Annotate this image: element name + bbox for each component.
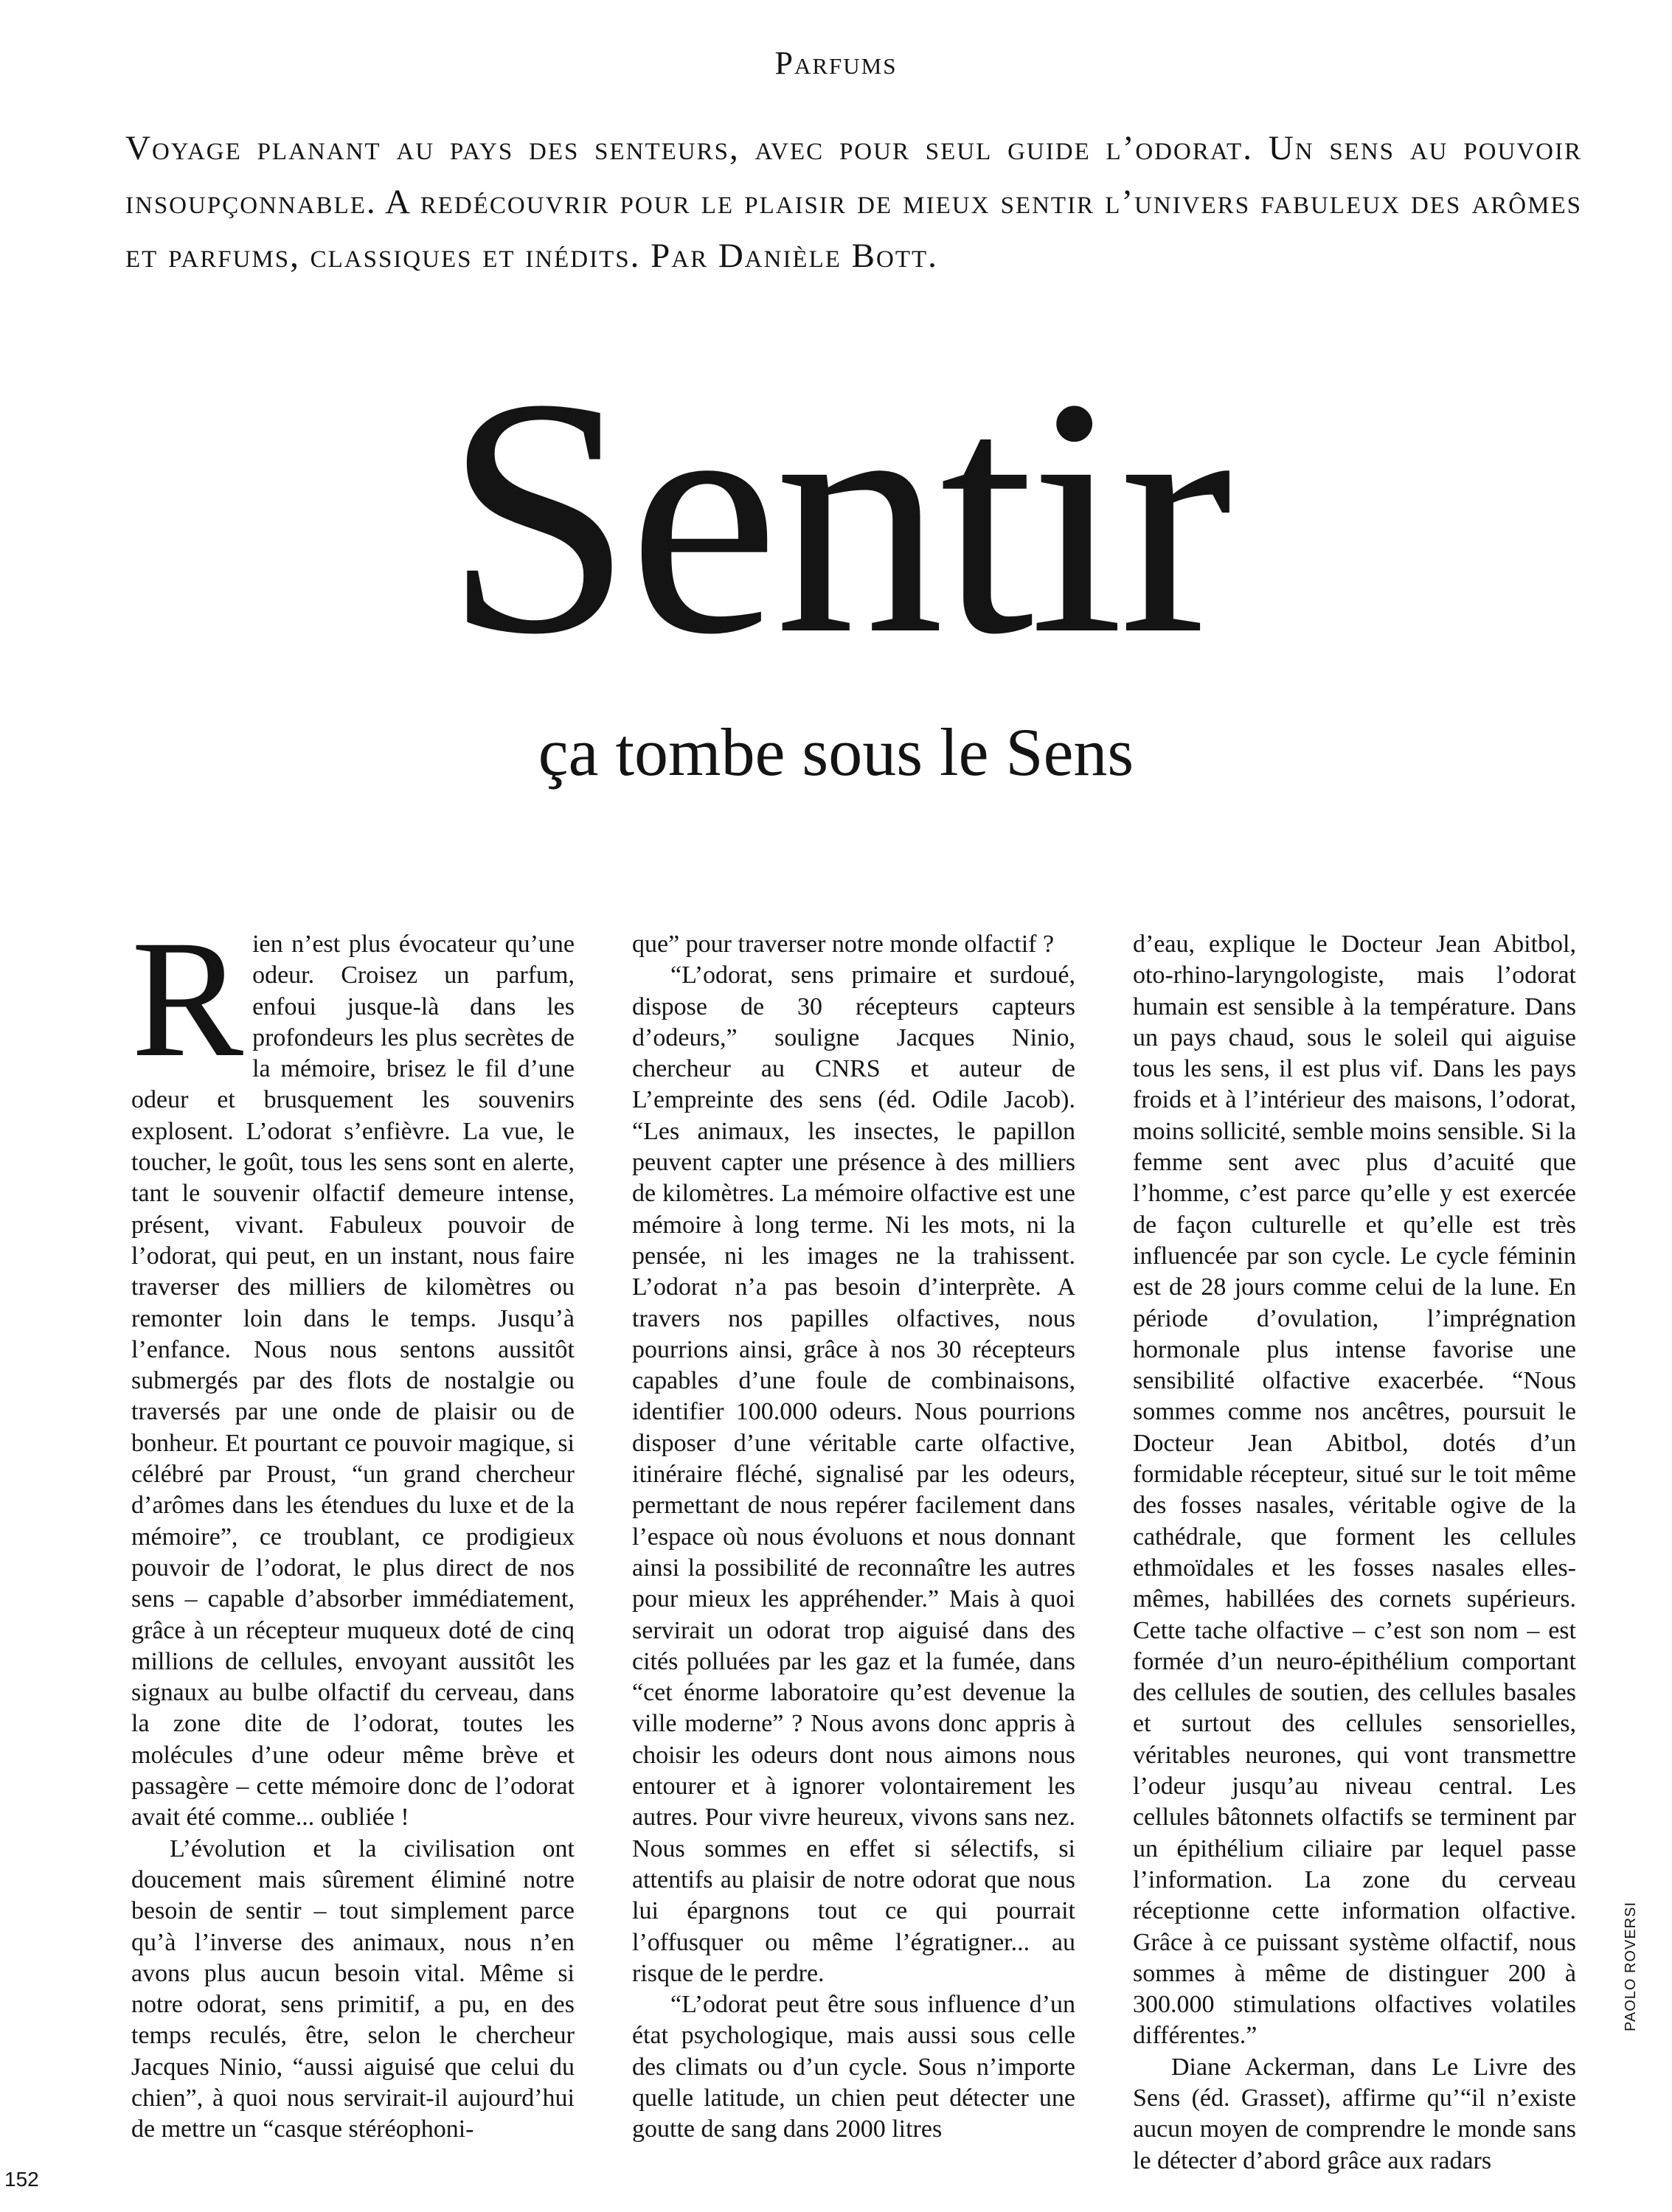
paragraph: “L’odorat peut être sous influence d’un état psychologique, mais aussi sous celle des climats ou d’un cycle. Sous n’importe quelle latitude, un chien peut détecter une goutte de sang dans 2000 litres	[632, 1991, 1075, 2143]
subheadline: ça tombe sous le Sens	[538, 714, 1134, 790]
drop-cap: R	[131, 906, 244, 1092]
standfirst: Voyage planant au pays des senteurs, avec pour seul guide l’odorat. Un sens au pouvoir insoupçonnable. A redécouvrir pour le plaisir de mieux sentir l’univers fabuleux des arômes et parfums, classiques et inédits. Par Danièle Bott.	[125, 129, 1582, 275]
paragraph: que” pour traverser notre monde olfactif ?	[632, 931, 1055, 958]
paragraph: Diane Ackerman, dans Le Livre des Sens (éd. Grasset), affirme qu’“il n’existe aucun moyen de comprendre le monde sans le détecter d’abord grâce aux radars	[1133, 2053, 1576, 2174]
headline: Sentir	[444, 328, 1228, 704]
column-2	[632, 929, 1075, 2143]
column-1	[131, 906, 575, 2143]
section-rubric: Parfums	[774, 45, 898, 81]
paragraph: L’évolution et la civilisation ont doucement mais sûrement éliminé notre besoin de sentir – tout simplement parce qu’à l’inverse des animaux, nous n’en avons plus aucun besoin vital. Même si notre odorat, sens primitif, a pu, en des temps reculés, être, selon le chercheur Jacques Ninio, “aussi aiguisé que celui du chien”, à quoi nous servirait-il aujourd’hui de mettre un “casque stéréophoni-	[131, 1834, 575, 2143]
paragraph	[131, 906, 575, 1834]
article-body	[131, 906, 1577, 2174]
column-3	[1133, 929, 1576, 2174]
page-number: 152	[4, 2168, 39, 2191]
paragraph-text: ien n’est plus évocateur qu’une odeur. Croisez un parfum, enfoui jusque-là dans les profondeurs les plus secrètes de la mémoire, brisez le fil d’une odeur et brusquement les souvenirs explosent. L’odorat s’enfièvre. La vue, le toucher, le goût, tous les sens sont en alerte, tant le souvenir olfactif demeure intense, présent, vivant. Fabuleux pouvoir de l’odorat, qui peut, en un instant, nous faire traverser des milliers de kilomètres ou remonter loin dans le temps. Jusqu’à l’enfance. Nous nous sentons aussitôt submergés par des flots de nostalgie ou traversés par une onde de plaisir ou de bonheur. Et pourtant ce pouvoir magique, si célébré par Proust, “un grand chercheur d’arômes dans les étendues du luxe et de la mémoire”, ce troublant, ce prodigieux pouvoir de l’odorat, le plus direct de nos sens – capable d’absorber immédiatement, grâce à un récepteur muqueux doté de cinq millions de cellules, envoyant aussitôt les signaux au bulbe olfactif du cerveau, dans la zone dite de l’odorat, toutes les molécules d’une odeur même brève et passagère – cette mémoire donc de l’odorat avait été comme... oubliée !	[131, 931, 575, 1832]
paragraph: “L’odorat, sens primaire et surdoué, dispose de 30 récepteurs capteurs d’odeurs,” souligne Jacques Ninio, chercheur au CNRS et auteur de L’empreinte des sens (éd. Odile Jacob). “Les animaux, les insectes, le papillon peuvent capter une présence à des milliers de kilomètres. La mémoire olfactive est une mémoire à long terme. Ni les mots, ni la pensée, ni les images ne la trahissent. L’odorat n’a pas besoin d’interprète. A travers nos papilles olfactives, nous pourrions ainsi, grâce à nos 30 récepteurs capables d’une foule de combinaisons, identifier 100.000 odeurs. Nous pourrions disposer d’une véritable carte olfactive, itinéraire fléché, signalisé par les odeurs, permettant de nous repérer facilement dans l’espace où nous évoluons et nous donnant ainsi la possibilité de reconnaître les autres pour mieux les appréhender.” Mais à quoi servirait un odorat trop aiguisé dans des cités polluées par les gaz et la fumée, dans “cet énorme laboratoire qu’est devenue la ville moderne” ? Nous avons donc appris à choisir les odeurs dont nous aimons nous entourer et à ignorer volontairement les autres. Pour vivre heureux, vivons sans nez. Nous sommes en effet si sélectifs, si attentifs au plaisir de notre odorat que nous lui épargnons tout ce qui pourrait l’offusquer ou même l’égratigner... au risque de le perdre.	[632, 961, 1075, 1987]
paragraph: d’eau, explique le Docteur Jean Abitbol, oto-rhino-laryngologiste, mais l’odorat humain est sensible à la température. Dans un pays chaud, sous le soleil qui aiguise tous les sens, il est plus vif. Dans les pays froids et à l’intérieur des maisons, l’odorat, moins sollicité, semble moins sensible. Si la femme sent avec plus d’acuité que l’homme, c’est parce qu’elle y est exercée de façon culturelle et qu’elle est très influencée par son cycle. Le cycle féminin est de 28 jours comme celui de la lune. En période d’ovulation, l’imprégnation hormonale plus intense favorise une sensibilité olfactive exacerbée. “Nous sommes comme nos ancêtres, poursuit le Docteur Jean Abitbol, dotés d’un formidable récepteur, situé sur le toit même des fosses nasales, véritable ogive de la cathédrale, que forment les cellules ethmoïdales et les fosses nasales elles-mêmes, habillées des cornets supérieurs. Cette tache olfactive – c’est son nom – est formée d’un neuro-épithélium comportant des cellules de soutien, des cellules basales et surtout des cellules sensorielles, véritables neurones, qui vont transmettre l’odeur jusqu’au niveau central. Les cellules bâtonnets olfactifs se terminent par un épithélium ciliaire par lequel passe l’information. La zone du cerveau réceptionne cette information olfactive. Grâce à ce puissant système olfactif, nous sommes à même de distinguer 200 à 300.000 stimulations olfactives volatiles différentes.”	[1133, 931, 1576, 2050]
photo-credit: PAOLO ROVERSI	[1623, 1901, 1639, 2031]
